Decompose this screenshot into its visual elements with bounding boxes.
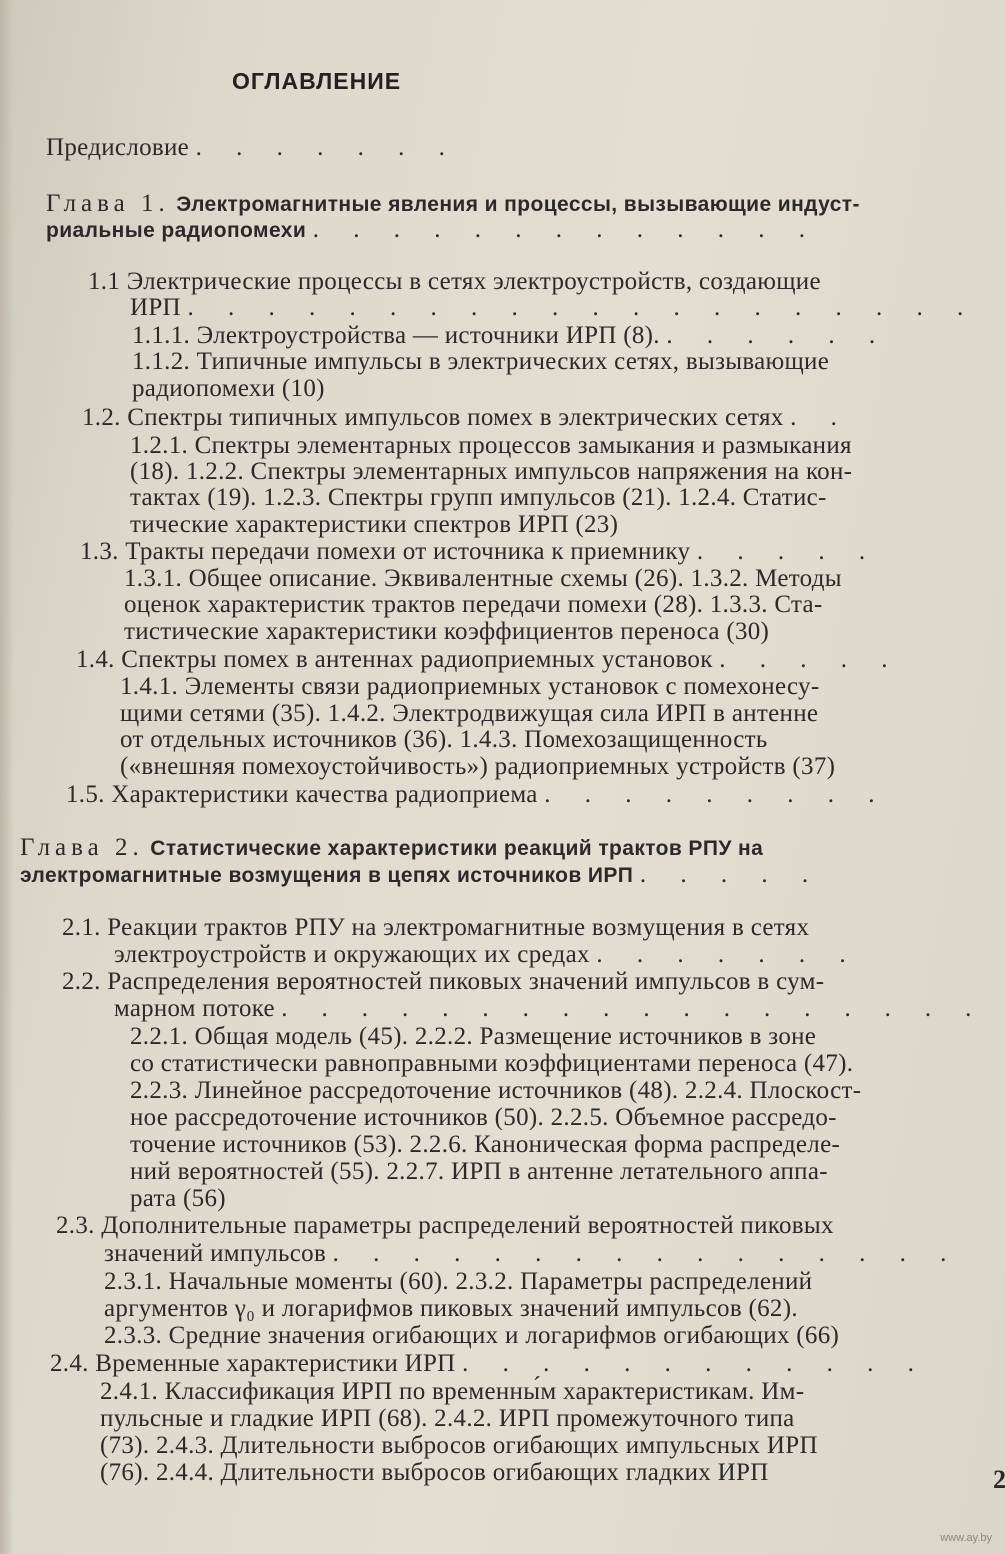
entry-text: 2.2.3. Линейное рассредоточение источников (48). 2.2.4. Плоскост- bbox=[130, 1077, 862, 1104]
toc-line bbox=[66, 781, 889, 809]
entry-text: со статистически равноправными коэффициентами переноса (47). bbox=[130, 1050, 854, 1077]
toc-line bbox=[104, 1295, 798, 1323]
toc-line bbox=[100, 1432, 818, 1460]
watermark: www.ay.by bbox=[940, 1532, 992, 1544]
chapter-title: электромагнитные возмущения в цепях источников ИРП bbox=[20, 864, 634, 887]
toc-line bbox=[132, 375, 325, 403]
entry-text: электроустройств и окружающих их средах bbox=[114, 941, 590, 968]
toc-line bbox=[130, 294, 977, 322]
toc-line bbox=[20, 861, 822, 890]
entry-text: (76). 2.4.4. Длительности выбросов огибающих гладких ИРП bbox=[100, 1459, 769, 1486]
entry-text: ний вероятностей (55). 2.2.7. ИРП в антенне летательного аппа- bbox=[130, 1158, 828, 1185]
chapter-label: Глава 1. bbox=[46, 190, 170, 217]
entry-text: 1.2. Спектры типичных импульсов помех в электрических сетях bbox=[82, 404, 784, 431]
entry-text: (18). 1.2.2. Спектры элементарных импульсов напряжения на кон- bbox=[130, 458, 853, 485]
entry-text: (73). 2.4.3. Длительности выбросов огибающих импульсных ИРП bbox=[100, 1432, 818, 1459]
leader-dots: . . . . . . . . . . . . . bbox=[312, 216, 819, 243]
entry-text: 1.2.1. Спектры элементарных процессов замыкания и размыкания bbox=[130, 432, 852, 459]
toc-line bbox=[104, 1322, 839, 1350]
chapter-label: Глава 2. bbox=[20, 834, 144, 861]
leader-dots: . . . . . . . . . . . . . . . . bbox=[332, 1240, 961, 1267]
leader-dots: . . bbox=[790, 404, 851, 431]
leader-dots: . . . . . . . . . . . . . . . . . . . . bbox=[187, 294, 978, 321]
toc-line bbox=[120, 753, 835, 781]
entry-text: марном потоке bbox=[114, 995, 275, 1022]
toc-line bbox=[130, 1185, 226, 1213]
entry-text: 2.4. Временные характеристики ИРП bbox=[50, 1350, 456, 1377]
entry-text: тические характеристики спектров ИРП (23) bbox=[130, 511, 619, 538]
leader-dots: . . . . . bbox=[696, 538, 880, 565]
toc-line bbox=[82, 404, 851, 432]
entry-text: оценок характеристик трактов передачи помехи (28). 1.3.3. Ста- bbox=[124, 591, 823, 618]
entry-text: 2.1. Реакции трактов РПУ на электромагнитные возмущения в сетях bbox=[62, 914, 810, 941]
toc-line bbox=[132, 348, 829, 376]
leader-dots: . . . . . . . . . . . . bbox=[462, 1350, 928, 1377]
toc-line bbox=[88, 268, 821, 296]
entry-text: 1.1.1. Электроустройства — источники ИРП (8). bbox=[132, 322, 660, 349]
toc-line bbox=[104, 1240, 960, 1268]
toc-line bbox=[130, 432, 852, 460]
toc-line bbox=[124, 618, 769, 646]
toc-line bbox=[114, 941, 860, 969]
leader-dots: . . . . . . . . . . . . . . . . . . bbox=[281, 995, 986, 1022]
entry-text: 2.3.1. Начальные моменты (60). 2.3.2. Параметры распределений bbox=[104, 1268, 813, 1295]
entry-text: 2.2. Распределения вероятностей пиковых значений импульсов в сум- bbox=[62, 968, 825, 995]
toc-line bbox=[80, 538, 879, 566]
entry-text: тактах (19). 1.2.3. Спектры групп импульсов (21). 1.2.4. Статис- bbox=[130, 484, 827, 511]
toc-line bbox=[132, 322, 889, 350]
entry-text: 1.3. Тракты передачи помехи от источника к приемнику bbox=[80, 538, 691, 565]
toc-line bbox=[130, 1023, 816, 1051]
toc-line bbox=[120, 726, 768, 754]
chapter-title: Электромагнитные явления и процессы, вызывающие индуст- bbox=[176, 193, 860, 216]
entry-text: 2.3. Дополнительные параметры распределений вероятностей пиковых bbox=[56, 1212, 834, 1239]
toc-line bbox=[104, 1268, 812, 1296]
toc-line bbox=[46, 190, 860, 219]
entry-text: аргументов γ₀ и логарифмов пиковых значений импульсов (62). bbox=[104, 1295, 798, 1322]
book-spine-shadow bbox=[0, 0, 14, 1554]
toc-line bbox=[130, 1158, 828, 1186]
entry-text: («внешняя помехоустойчивость») радиоприемных устройств (37) bbox=[120, 753, 836, 780]
toc-line bbox=[46, 134, 459, 162]
entry-text: 1.5. Характеристики качества радиоприема bbox=[66, 781, 538, 808]
leader-dots: . . . . . bbox=[719, 646, 902, 673]
leader-dots: . . . . . . bbox=[666, 322, 890, 349]
toc-line bbox=[130, 1104, 837, 1132]
chapter-title: риальные радиопомехи bbox=[46, 219, 307, 242]
leader-dots: . . . . . . . bbox=[195, 134, 459, 161]
toc-line bbox=[62, 968, 824, 996]
entry-text: ное рассредоточение источников (50). 2.2.5. Объемное рассредо- bbox=[130, 1104, 837, 1131]
entry-text: радиопомехи (10) bbox=[132, 375, 325, 402]
entry-text: точение источников (53). 2.2.6. Каноническая форма распределе- bbox=[130, 1131, 841, 1158]
entry-text: значений импульсов bbox=[104, 1240, 327, 1267]
toc-line bbox=[120, 700, 818, 728]
leader-dots: . . . . . . . bbox=[596, 941, 860, 968]
toc-line bbox=[130, 458, 852, 486]
entry-text: 1.1 Электрические процессы в сетях электроустройств, создающие bbox=[88, 268, 821, 295]
entry-text: рата (56) bbox=[130, 1185, 226, 1212]
entry-text: тистические характеристики коэффициентов переноса (30) bbox=[124, 618, 770, 645]
page-number: 2 bbox=[993, 1465, 1006, 1494]
entry-text: 1.4. Спектры помех в антеннах радиоприемных установок bbox=[76, 646, 713, 673]
entry-text: 2.4.1. Классификация ИРП по временны́м характеристикам. Им- bbox=[100, 1378, 805, 1405]
entry-text: щими сетями (35). 1.4.2. Электродвижущая сила ИРП в антенне bbox=[120, 700, 819, 727]
entry-text: 1.1.2. Типичные импульсы в электрических сетях, вызывающие bbox=[132, 348, 830, 375]
toc-line bbox=[124, 591, 823, 619]
entry-text: 1.3.1. Общее описание. Эквивалентные схемы (26). 1.3.2. Методы bbox=[124, 565, 842, 592]
leader-dots: . . . . . . . . . bbox=[544, 781, 889, 808]
entry-text: 2.2.1. Общая модель (45). 2.2.2. Размещение источников в зоне bbox=[130, 1023, 817, 1050]
toc-line bbox=[50, 1350, 928, 1378]
toc-line bbox=[130, 1131, 840, 1159]
entry-text: 2.3.3. Средние значения огибающих и логарифмов огибающих (66) bbox=[104, 1322, 840, 1349]
chapter-title: Статистические характеристики реакций трактов РПУ на bbox=[150, 837, 764, 860]
page-title: ОГЛАВЛЕНИЕ bbox=[232, 68, 402, 94]
entry-text: от отдельных источников (36). 1.4.3. Помехозащищенность bbox=[120, 726, 768, 753]
toc-line bbox=[62, 914, 809, 942]
toc-line bbox=[20, 834, 763, 863]
toc-line bbox=[100, 1405, 795, 1433]
toc-line bbox=[46, 216, 819, 245]
toc-line bbox=[124, 565, 842, 593]
toc-line bbox=[130, 484, 827, 512]
toc-line bbox=[100, 1378, 804, 1406]
toc-line bbox=[100, 1459, 769, 1487]
toc-line bbox=[130, 1050, 853, 1078]
toc-line bbox=[114, 995, 985, 1023]
toc-line bbox=[120, 673, 820, 701]
toc-line bbox=[56, 1212, 834, 1240]
entry-text: пульсные и гладкие ИРП (68). 2.4.2. ИРП промежуточного типа bbox=[100, 1405, 795, 1432]
toc-line bbox=[76, 646, 901, 674]
entry-text: Предисловие bbox=[46, 134, 190, 161]
entry-text: ИРП bbox=[130, 294, 181, 321]
toc-line bbox=[130, 511, 618, 539]
toc-line bbox=[130, 1077, 861, 1105]
entry-text: 1.4.1. Элементы связи радиоприемных установок с помехонесу- bbox=[120, 673, 820, 700]
leader-dots: . . . . . bbox=[639, 861, 823, 888]
